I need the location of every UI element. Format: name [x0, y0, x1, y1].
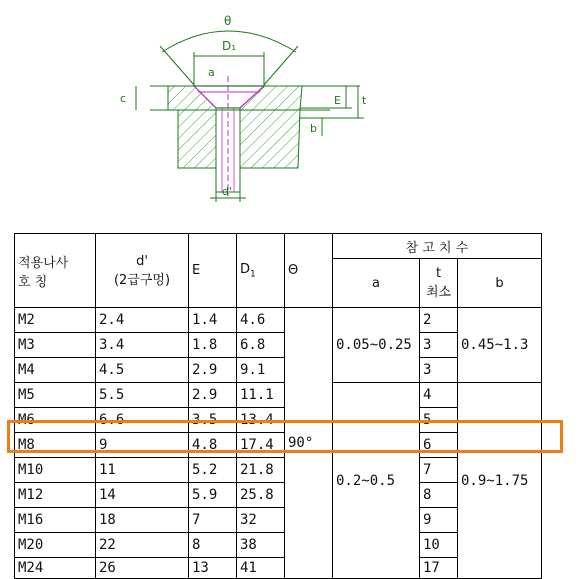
cell-t: 10	[420, 533, 458, 558]
a-label: a	[208, 66, 215, 79]
cell-e: 2.9	[189, 358, 237, 383]
t-label: t	[362, 94, 367, 107]
cell-size: M12	[15, 483, 96, 508]
header-b: b	[458, 259, 542, 308]
theta-guide-left	[160, 46, 195, 86]
b-label: b	[310, 122, 317, 135]
part-body-left	[168, 86, 216, 168]
cell-e: 13	[189, 558, 237, 579]
cell-e: 1.4	[189, 308, 237, 333]
header-t	[420, 259, 458, 308]
cell-d: 26	[96, 558, 189, 579]
countersink-diagram	[0, 0, 580, 220]
cell-e: 3.5	[189, 408, 237, 433]
cell-a-group-2: 0.2~0.5	[333, 383, 420, 579]
header-d1-sub: 1	[250, 269, 256, 280]
cell-e: 8	[189, 533, 237, 558]
cell-d: 4.5	[96, 358, 189, 383]
table-row	[15, 383, 542, 408]
dprime-label: d'	[222, 185, 233, 198]
cell-size: M5	[15, 383, 96, 408]
cell-e: 7	[189, 508, 237, 533]
cell-size: M24	[15, 558, 96, 579]
header-d-prime	[96, 234, 189, 308]
header-row-1	[15, 234, 542, 259]
cell-d: 6.6	[96, 408, 189, 433]
cell-d1: 38	[237, 533, 285, 558]
cell-d: 5.5	[96, 383, 189, 408]
countersink-spec-table	[14, 233, 542, 579]
cell-d1: 32	[237, 508, 285, 533]
c-label: c	[120, 92, 127, 105]
cell-d1: 13.4	[237, 408, 285, 433]
cell-t: 9	[420, 508, 458, 533]
cell-e: 5.9	[189, 483, 237, 508]
cell-t: 4	[420, 383, 458, 408]
cell-t: 2	[420, 308, 458, 333]
table-row	[15, 308, 542, 333]
cell-d1: 6.8	[237, 333, 285, 358]
header-screw-name-line2: 호 칭	[18, 274, 48, 290]
cell-e: 5.2	[189, 458, 237, 483]
header-screw-name-line1: 적용나사	[18, 255, 69, 271]
cell-size: M16	[15, 508, 96, 533]
cell-size: M20	[15, 533, 96, 558]
cell-d1: 17.4	[237, 433, 285, 458]
cell-d1: 4.6	[237, 308, 285, 333]
header-reference: 참 고 치 수	[333, 234, 542, 259]
cell-size: M8	[15, 433, 96, 458]
cell-b-group-2: 0.9~1.75	[458, 383, 542, 579]
cell-b-group-1: 0.45~1.3	[458, 308, 542, 383]
cell-d: 22	[96, 533, 189, 558]
header-d1	[237, 234, 285, 308]
cell-e: 4.8	[189, 433, 237, 458]
header-d-prime-line2: (2급구멍)	[113, 272, 171, 288]
cell-size: M3	[15, 333, 96, 358]
cell-e: 2.9	[189, 383, 237, 408]
cell-d: 3.4	[96, 333, 189, 358]
header-d1-main: D	[240, 261, 251, 277]
theta-guide-right	[263, 46, 298, 86]
d1-label: D₁	[222, 39, 237, 53]
cell-d: 14	[96, 483, 189, 508]
theta-label: θ	[224, 14, 232, 28]
cell-d: 11	[96, 458, 189, 483]
cell-d1: 11.1	[237, 383, 285, 408]
header-t-line1: t	[435, 266, 442, 281]
header-d-prime-line1: d'	[136, 253, 148, 269]
cell-d: 2.4	[96, 308, 189, 333]
cell-a-group-1: 0.05~0.25	[333, 308, 420, 383]
cell-d1: 25.8	[237, 483, 285, 508]
part-body-right	[240, 86, 302, 168]
cell-size: M10	[15, 458, 96, 483]
header-e: E	[189, 234, 237, 308]
header-theta: Θ	[285, 234, 333, 308]
header-screw-name	[15, 234, 96, 308]
cell-d: 18	[96, 508, 189, 533]
cell-e: 1.8	[189, 333, 237, 358]
cell-d1: 41	[237, 558, 285, 579]
cell-size: M2	[15, 308, 96, 333]
cell-t: 5	[420, 408, 458, 433]
cell-t: 17	[420, 558, 458, 579]
cell-d1: 21.8	[237, 458, 285, 483]
cell-d1: 9.1	[237, 358, 285, 383]
cell-t: 7	[420, 458, 458, 483]
header-t-line2: 최소	[425, 285, 452, 300]
cell-t: 3	[420, 358, 458, 383]
cell-size: M4	[15, 358, 96, 383]
cell-t: 6	[420, 433, 458, 458]
cell-size: M6	[15, 408, 96, 433]
cell-theta: 90°	[285, 308, 333, 579]
header-a: a	[333, 259, 420, 308]
e-label: E	[334, 94, 341, 107]
cell-d: 9	[96, 433, 189, 458]
cell-t: 8	[420, 483, 458, 508]
cell-t: 3	[420, 333, 458, 358]
